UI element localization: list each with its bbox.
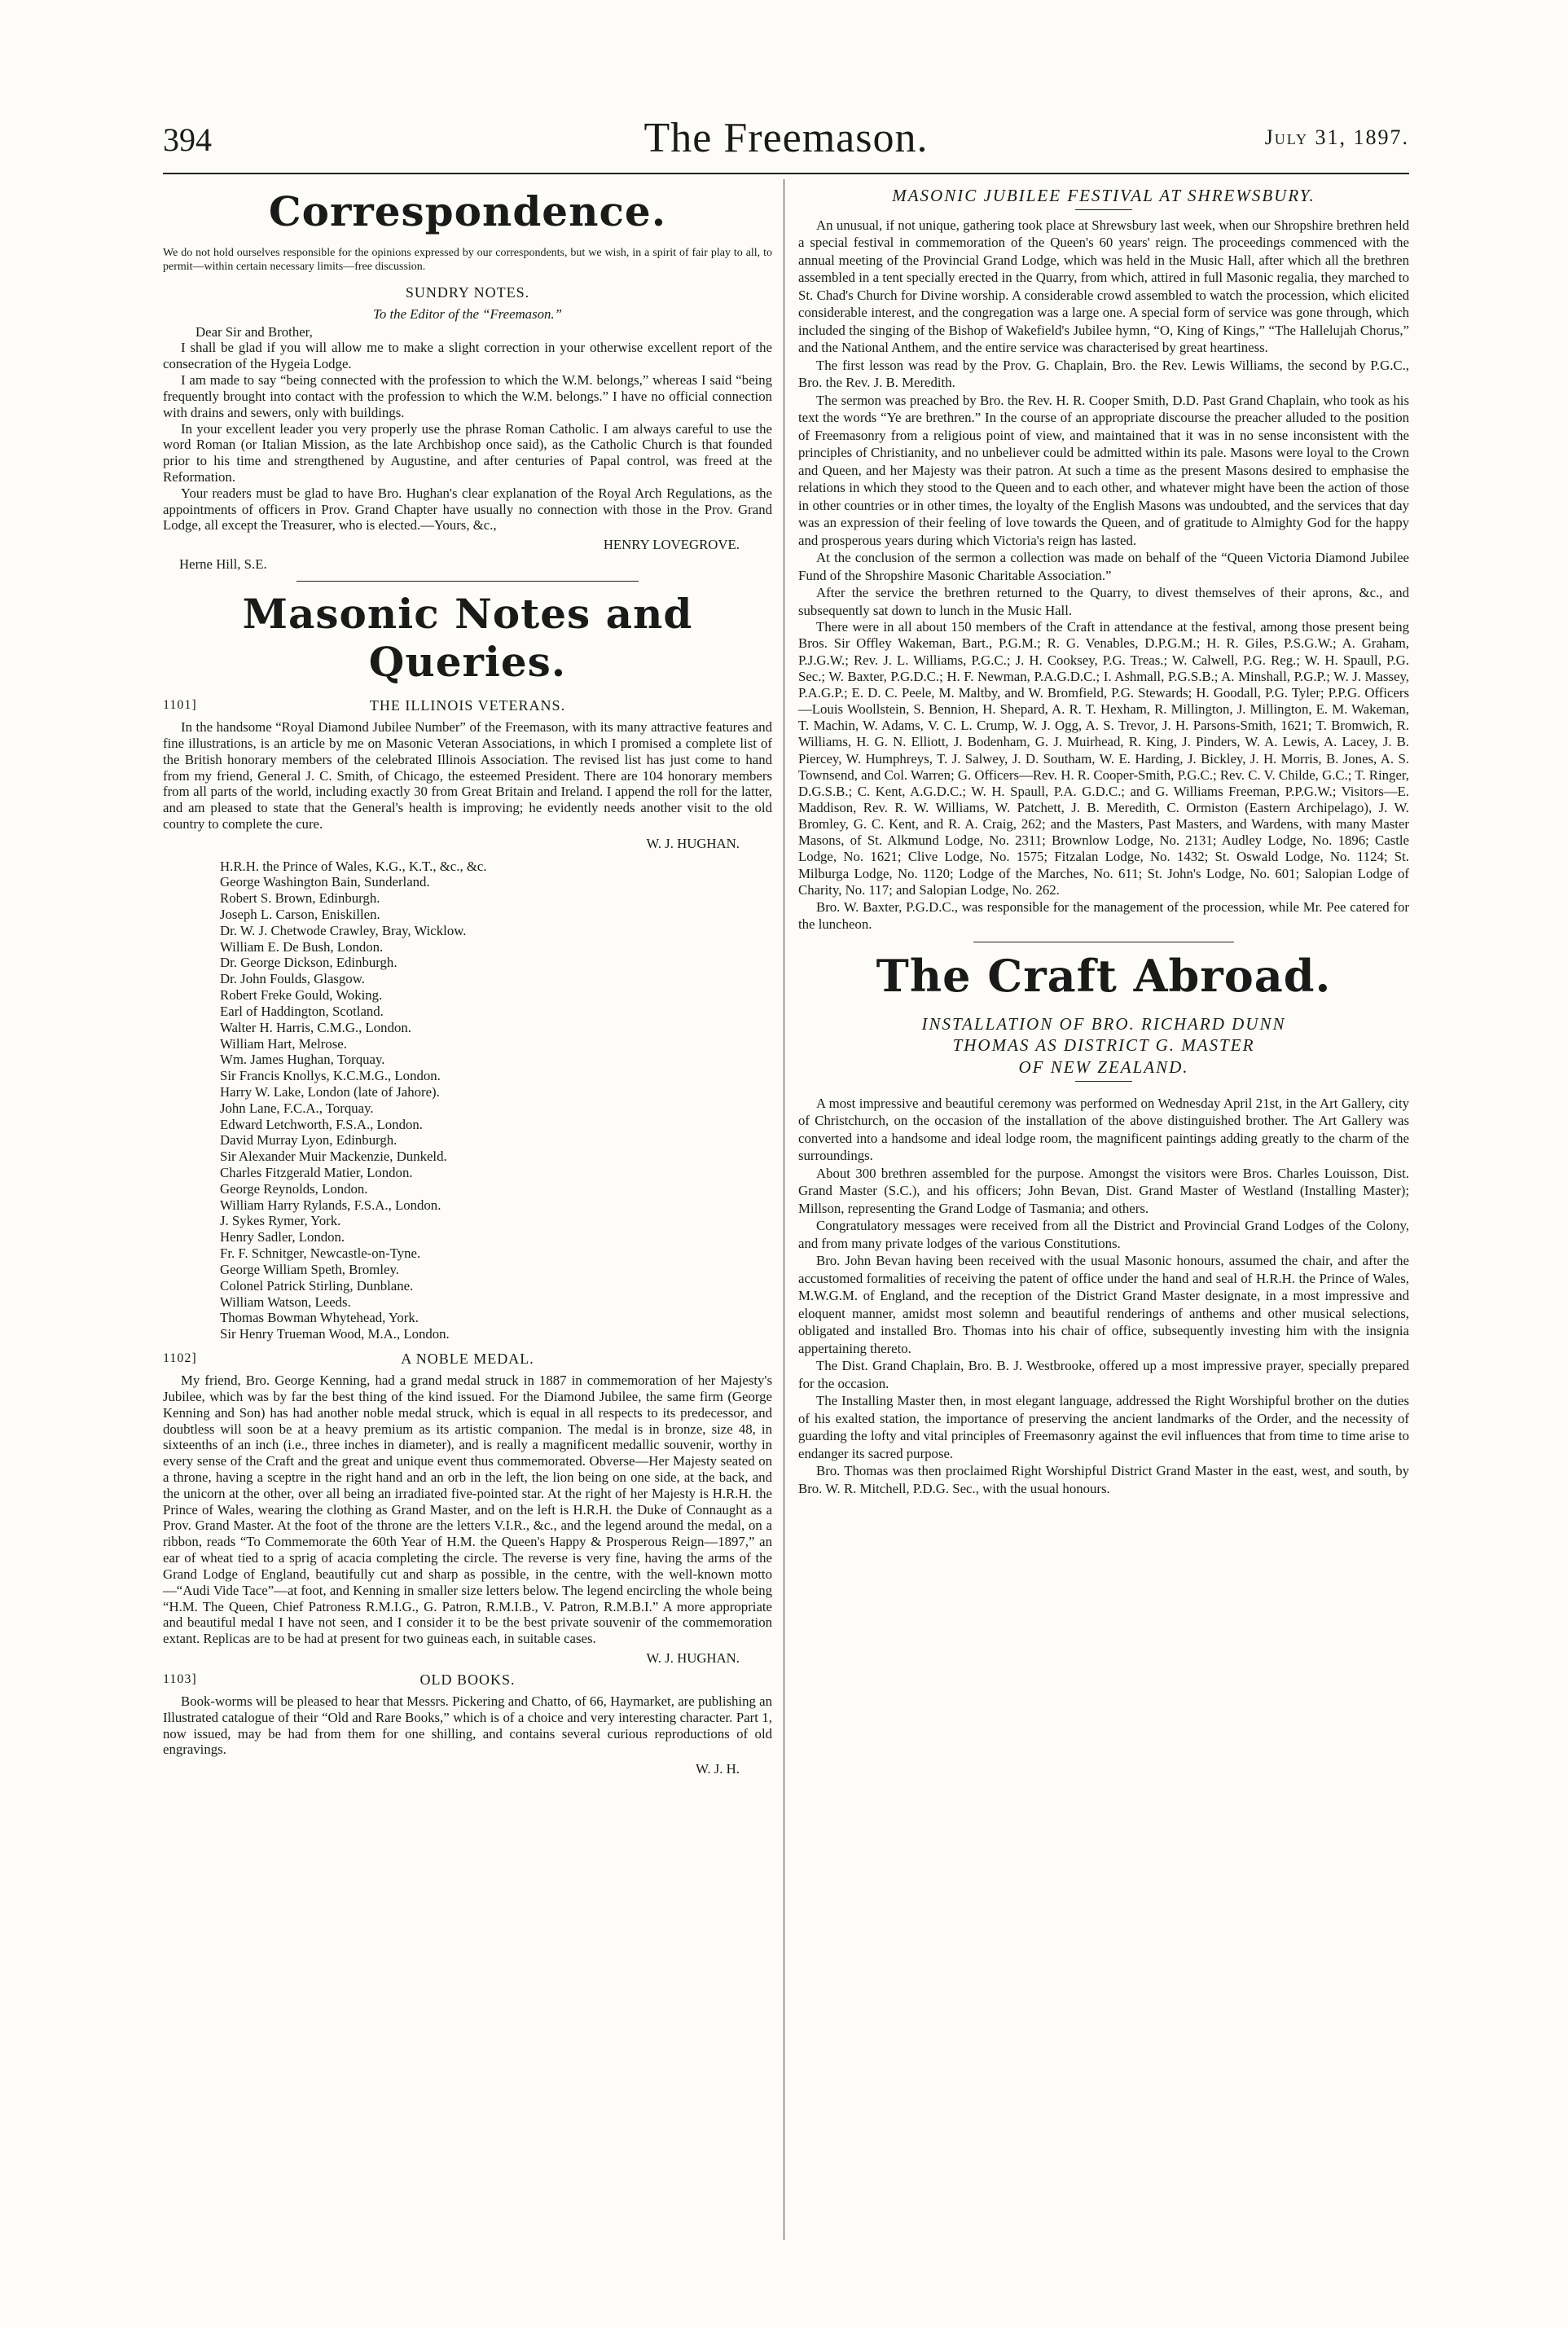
installation-heading-line: OF NEW ZEALAND. bbox=[1018, 1057, 1189, 1078]
medal-para: My friend, Bro. George Kenning, had a grand medal struck in 1887 in commemoration of her Majesty's Jubilee, which was by far the best thing of the kind issued. For the Diamond Jubilee, the same firm (George Kenning and Son) has had another noble medal struck, which is equal in all respects to its predecessor, and doubtless will soon be at a heavy premium as its artistic companion. The medal is in bronze, size 48, in sixteenths of an inch (i.e., three inches in diameter), and is really a magnificent medallic souvenir, worthy in every sense of the Craft and the great and unique event thus commemorated. Obverse—Her Majesty seated on a throne, having a sceptre in the right hand and an orb in the left, the lion being on one side, at the back, and the unicorn at the other, over all being an irradiated five-pointed star. At the right of her Majesty is H.R.H. the Prince of Wales, wearing the clothing as Grand Master, and on the left is H.R.H. the Duke of Connaught as a Prov. Grand Master. At the foot of the throne are the letters V.I.R., &c., and the legend around the medal, on a ribbon, reads “To Commemorate the 60th Year of H.M. the Queen's Happy & Prosperous Reign—1897,” an ear of wheat tied to a sprig of acacia completing the circle. The reverse is very fine, having the arms of the Grand Lodge of England, beautifully cut and sharp as possible, in the centre, with the well-known motto—“Audi Vide Tace”—at foot, and Kenning in smaller size letters below. The legend encircling the whole being “H.M. The Queen, Chief Patroness R.M.I.G., G. Patron, R.M.I.B., V. Patron, R.M.B.I.” A more appropriate and beautiful medal I have not seen, and I consider it to be the best private souvenir of the commemoration extant. Replicas are to be had at present for two guineas each, in suitable cases. bbox=[163, 1373, 772, 1647]
section-rule bbox=[296, 581, 639, 582]
member-entry: George William Speth, Bromley. bbox=[220, 1261, 399, 1277]
member-entry: William Harry Rylands, F.S.A., London. bbox=[220, 1197, 441, 1213]
masthead-rule bbox=[163, 173, 1409, 174]
member-entry: George Reynolds, London. bbox=[220, 1180, 368, 1197]
member-entry: Dr. John Foulds, Glasgow. bbox=[220, 971, 365, 987]
sundry-para: In your excellent leader you very properly use the phrase Roman Catholic. I am always careful to use the word Roman (or Italian Mission, as the late Archbishop once said), as the Catholic Church is that founded prior to his time and strengthened by Augustine, and after centuries of Papal control, was freed at the Reformation. bbox=[163, 420, 772, 485]
member-entry: John Lane, F.C.A., Torquay. bbox=[220, 1100, 374, 1116]
salutation: Dear Sir and Brother, bbox=[195, 323, 313, 340]
festival-para: After the service the brethren returned to the Quarry, to divest themselves of their aprons, &c., and subsequently sat down to lunch in the Music Hall. bbox=[798, 585, 1409, 618]
installation-para: About 300 brethren assembled for the purpose. Amongst the visitors were Bros. Charles Louisson, Dist. Grand Master (S.C.), and his officers; John Bevan, Dist. Grand Master of Westland (Installing Master); Millson, representing the Grand Lodge of Tasmania; and others. bbox=[798, 1165, 1409, 1216]
member-entry: Henry Sadler, London. bbox=[220, 1229, 345, 1245]
member-entry: Sir Alexander Muir Mackenzie, Dunkeld. bbox=[220, 1149, 447, 1165]
medal-heading: A NOBLE MEDAL. bbox=[401, 1350, 534, 1367]
issue-date: July 31, 1897. bbox=[1264, 125, 1409, 149]
member-entry: H.R.H. the Prince of Wales, K.G., K.T., &c., &c. bbox=[220, 858, 487, 874]
member-entry: Edward Letchworth, F.S.A., London. bbox=[220, 1116, 423, 1132]
member-entry: Robert Freke Gould, Woking. bbox=[220, 987, 383, 1004]
medal-heading-row bbox=[163, 1351, 772, 1368]
books-para: Book-worms will be pleased to hear that Messrs. Pickering and Chatto, of 66, Haymarket, are publishing an Illustrated catalogue of their “Old and Rare Books,” which is of a choice and very interesting character. Part 1, now issued, may be had from them for one shilling, and contains several curious reproductions of old engravings. bbox=[163, 1693, 772, 1758]
disclaimer-note: We do not hold ourselves responsible for the opinions expressed by our correspondents, but we wish, in a spirit of fair play to all, to permit—within certain necessary limits—free discussion. bbox=[163, 247, 772, 273]
books-heading-row bbox=[163, 1671, 772, 1689]
illinois-heading-row bbox=[163, 697, 772, 714]
medal-signature: W. J. HUGHAN. bbox=[646, 1649, 740, 1666]
installation-para: Congratulatory messages were received from all the District and Provincial Grand Lodges of the Colony, and from many private lodges of the various Constitutions. bbox=[798, 1218, 1409, 1251]
installation-para: Bro. John Bevan having been received with the usual Masonic honours, assumed the chair, and after the accustomed formalities of receiving the patent of office under the hand and seal of H.R.H. the Prince of Wales, M.W.G.M. of England, and the reception of the District Grand Master designate, in a most impressive and eloquent manner, amidst most solemn and beautiful renderings of anthems and other musical selections, obligated and installed Bro. Thomas into his chair of office, subsequently investing him with the insignia appertaining thereto. bbox=[798, 1253, 1409, 1356]
installation-heading-line: INSTALLATION OF BRO. RICHARD DUNN bbox=[921, 1013, 1286, 1034]
member-entry: Sir Henry Trueman Wood, M.A., London. bbox=[220, 1326, 450, 1342]
installation-heading-line: THOMAS AS DISTRICT G. MASTER bbox=[952, 1035, 1255, 1056]
member-entry: Joseph L. Carson, Eniskillen. bbox=[220, 907, 380, 922]
festival-para: There were in all about 150 members of the Craft in attendance at the festival, among those present being Bros. Sir Offley Wakeman, Bart., P.G.M.; R. G. Venables, D.P.G.M.; H. R. Giles, P.S.G.W.; A. Graham, P.J.G.W.; Rev. J. L. Williams, P.G.C.; J. H. Cooksey, P.G. Treas.; W. Calwell, P.G. Reg.; W. H. Spaull, P.G. Sec.; W. Baxter, P.G.D.C.; H. F. Newman, P.A.G.D.C.; I. Ashmall, P.G.S.B.; A. Minshall, P.G.P.; W. J. Massey, P.A.G.P.; E. D. C. Peele, M. Maltby, and W. Bromfield, P.G. Stewards; H. Goodall, P.G. Tyler; P.P.G. Officers—Louis Woollstein, S. Bennion, H. Shepard, A. R. T. Hexham, R. Millington, J. Millington, E. M. Wakeman, T. Machin, W. Adams, V. C. L. Crump, W. J. Ogg, A. S. Trevor, J. H. Parsons-Smith, 1621; T. Bromwich, R. Williams, H. G. N. Elliott, J. Bodenham, G. J. Muirhead, R. King, J. Pinders, W. A. Lewis, A. Lacey, J. B. Piercey, W. Humphreys, T. J. Salwey, J. D. Southam, W. E. Harding, J. Bickley, J. H. Morris, B. Jones, A. S. Townsend, and Col. Warren; G. Officers—Rev. H. R. Cooper-Smith, P.G.C.; Rev. C. V. Childe, G.C.; T. Ringer, D.G.S.B.; C. Kent, A.G.D.C.; W. H. Spaull, P.A. G.D.C.; and G. Williams Freeman, P.P.G.W.; Visitors—E. Maddison, Rev. R. W. Williams, W. Patchett, J. B. Meredith, C. Ormiston (Eastern Archipelago), J. W. Bromley, G. C. Kent, and R. A. Craig, 262; and the Masters, Past Masters, and Wardens, with many Master Masons, of St. Alkmund Lodge, No. 2311; Brownlow Lodge, No. 2131; Audley Lodge, No. 1896; Castle Lodge, No. 1621; Clive Lodge, No. 1575; Fitzalan Lodge, No. 1432; St. Oswald Lodge, No. 1124; St. Milburga Lodge, No. 1120; Lodge of the Marches, No. 611; St. John's Lodge, No. 601; Salopian Lodge of Charity, No. 117; and Salopian Lodge, No. 262. bbox=[798, 619, 1409, 898]
books-heading: OLD BOOKS. bbox=[419, 1671, 516, 1688]
festival-para: At the conclusion of the sermon a collection was made on behalf of the “Queen Victoria Diamond Jubilee Fund of the Shropshire Masonic Charitable Association.” bbox=[798, 550, 1409, 583]
masthead bbox=[163, 114, 1409, 171]
notes-queries-heading: Masonic Notes and Queries. bbox=[242, 589, 693, 686]
page-number: 394 bbox=[163, 121, 212, 158]
member-entry: Walter H. Harris, C.M.G., London. bbox=[220, 1019, 411, 1035]
sundry-para: I shall be glad if you will allow me to make a slight correction in your otherwise excellent report of the consecration of the Hygeia Lodge. bbox=[163, 340, 772, 372]
heading-rule bbox=[1075, 1081, 1132, 1082]
member-entry: J. Sykes Rymer, York. bbox=[220, 1213, 341, 1229]
illinois-signature: W. J. HUGHAN. bbox=[646, 835, 740, 851]
festival-para: Bro. W. Baxter, P.G.D.C., was responsible for the management of the procession, while Mr. Pee catered for the luncheon. bbox=[798, 898, 1409, 933]
sundry-para: Your readers must be glad to have Bro. Hughan's clear explanation of the Royal Arch Regulations, as the appointments of officers in Prov. Grand Chapter have usually no connection with those in the Prov. Grand Lodge, all except the Treasurer, who is elected.—Yours, &c., bbox=[163, 485, 772, 534]
installation-para: Bro. Thomas was then proclaimed Right Worshipful District Grand Master in the east, west, and south, by Bro. W. R. Mitchell, P.D.G. Sec., with the usual honours. bbox=[798, 1463, 1409, 1496]
installation-para: The Dist. Grand Chaplain, Bro. B. J. Westbrooke, offered up a most impressive prayer, specially prepared for the occasion. bbox=[798, 1358, 1409, 1391]
craft-abroad-heading: The Craft Abroad. bbox=[876, 949, 1332, 1002]
books-signature: W. J. H. bbox=[696, 1761, 740, 1777]
festival-para: The sermon was preached by Bro. the Rev. H. R. Cooper Smith, D.D. Past Grand Chaplain, who took as his text the words “Ye are brethren.” In the course of an appropriate discourse the preacher alluded to the position of Freemasonry from a religious point of view, and maintained that it was in no sense inconsistent with the principles of Christianity, and no unbeliever could be admitted within its pale. Masons were loyal to the Crown and Queen, and her Majesty was their patron. At such a time as the present Masons desired to emphasise the relations in which they stood to the Queen and to each other, and whatever might have been the action of those in other countries or in other times, the loyalty of the English Masons was undoubted, and the services that day was an expression of their feeling of love towards the Queen, and of gratitude to Almighty God for the happy and prosperous years during which Victoria's reign has lasted. bbox=[798, 392, 1409, 548]
correspondence-heading: Correspondence. bbox=[268, 187, 667, 235]
member-entry: Robert S. Brown, Edinburgh. bbox=[220, 890, 380, 907]
installation-para: The Installing Master then, in most elegant language, addressed the Right Worshipful brother on the duties of his exalted station, the importance of preserving the ancient landmarks of the Order, and the necessity of guarding the lofty and vital principles of Freemasonry against the evil influences that from time to time arise to endanger its sacred purpose. bbox=[798, 1393, 1409, 1461]
member-entry: William E. De Bush, London. bbox=[220, 938, 384, 955]
newspaper-title: The Freemason. bbox=[643, 115, 929, 161]
item-number: 1101] bbox=[163, 698, 197, 712]
illinois-para: In the handsome “Royal Diamond Jubilee Number” of the Freemason, with its many attractive features and fine illustrations, is an article by me on Masonic Veteran Associations, in which I promised a complete list of the British honorary members of the celebrated Illinois Association. The revised list has just come to hand from my friend, General J. C. Smith, of Chicago, the esteemed President. There are 104 honorary members from all parts of the world, including exactly 30 from Great Britain and Ireland. I append the roll for the latter, and am pleased to state that the General's health is improving; he evidently needs another visit to the old country to complete the cure. bbox=[163, 719, 772, 832]
member-entry: Earl of Haddington, Scotland. bbox=[220, 1003, 384, 1019]
member-entry: George Washington Bain, Sunderland. bbox=[220, 874, 430, 890]
member-entry: Fr. F. Schnitger, Newcastle-on-Tyne. bbox=[220, 1245, 421, 1262]
festival-para: An unusual, if not unique, gathering took place at Shrewsbury last week, when our Shropshire brethren held a special festival in commemoration of the Queen's 60 years' reign. The proceedings commenced with the annual meeting of the Provincial Grand Lodge, which was held in the Music Hall, after which all the brethren assembled in a tent specially erected in the Quarry, from which, attired in full Masonic regalia, they marched to St. Chad's Church for Divine worship. A considerable crowd assembled to watch the procession, which elicited considerable interest, and the congregation was a large one. A special form of service was gone through, which included the singing of the Bishop of Wakefield's Jubilee hymn, “O, King of Kings,” “The Hallelujah Chorus,” and the National Anthem, and the entire service was characterised by great heartiness. bbox=[798, 217, 1409, 356]
to-editor-line: To the Editor of the “Freemason.” bbox=[373, 305, 562, 322]
member-entry: Colonel Patrick Stirling, Dunblane. bbox=[220, 1277, 414, 1294]
sundry-heading: SUNDRY NOTES. bbox=[405, 283, 530, 301]
members-list bbox=[163, 859, 772, 1342]
member-entry: Wm. James Hughan, Torquay. bbox=[220, 1052, 385, 1068]
member-entry: Thomas Bowman Whytehead, York. bbox=[220, 1310, 419, 1326]
member-entry: Sir Francis Knollys, K.C.M.G., London. bbox=[220, 1068, 441, 1084]
sundry-place: Herne Hill, S.E. bbox=[179, 556, 267, 573]
festival-para: The first lesson was read by the Prov. G. Chaplain, Bro. the Rev. Lewis Williams, the second by P.G.C., Bro. the Rev. J. B. Meredith. bbox=[798, 357, 1409, 391]
member-entry: Dr. George Dickson, Edinburgh. bbox=[220, 955, 397, 971]
left-column bbox=[163, 181, 772, 1777]
member-entry: Dr. W. J. Chetwode Crawley, Bray, Wicklow. bbox=[220, 922, 467, 938]
member-entry: William Hart, Melrose. bbox=[220, 1035, 347, 1052]
heading-rule bbox=[1075, 209, 1132, 210]
right-column bbox=[798, 181, 1409, 1497]
installation-para: A most impressive and beautiful ceremony was performed on Wednesday April 21st, in the Art Gallery, city of Christchurch, on the occasion of the installation of the above distinguished brother. The Art Gallery was converted into a handsome and ideal lodge room, the magnificent paintings adding greatly to the charm of the surroundings. bbox=[798, 1095, 1409, 1164]
member-entry: William Watson, Leeds. bbox=[220, 1294, 351, 1310]
sundry-para: I am made to say “being connected with the profession to which the W.M. belongs,” whereas I said “being frequently brought into contact with the profession to which the W.M. belongs.” I have no official connection with drains and sewers, only with buildings. bbox=[163, 372, 772, 420]
member-entry: Harry W. Lake, London (late of Jahore). bbox=[220, 1083, 440, 1100]
illinois-heading: THE ILLINOIS VETERANS. bbox=[369, 696, 566, 714]
member-entry: Charles Fitzgerald Matier, London. bbox=[220, 1165, 413, 1180]
item-number: 1102] bbox=[163, 1351, 197, 1366]
member-entry: David Murray Lyon, Edinburgh. bbox=[220, 1132, 397, 1149]
item-number: 1103] bbox=[163, 1671, 197, 1686]
sundry-signature: HENRY LOVEGROVE. bbox=[603, 537, 740, 553]
festival-heading: MASONIC JUBILEE FESTIVAL AT SHREWSBURY. bbox=[892, 186, 1315, 205]
